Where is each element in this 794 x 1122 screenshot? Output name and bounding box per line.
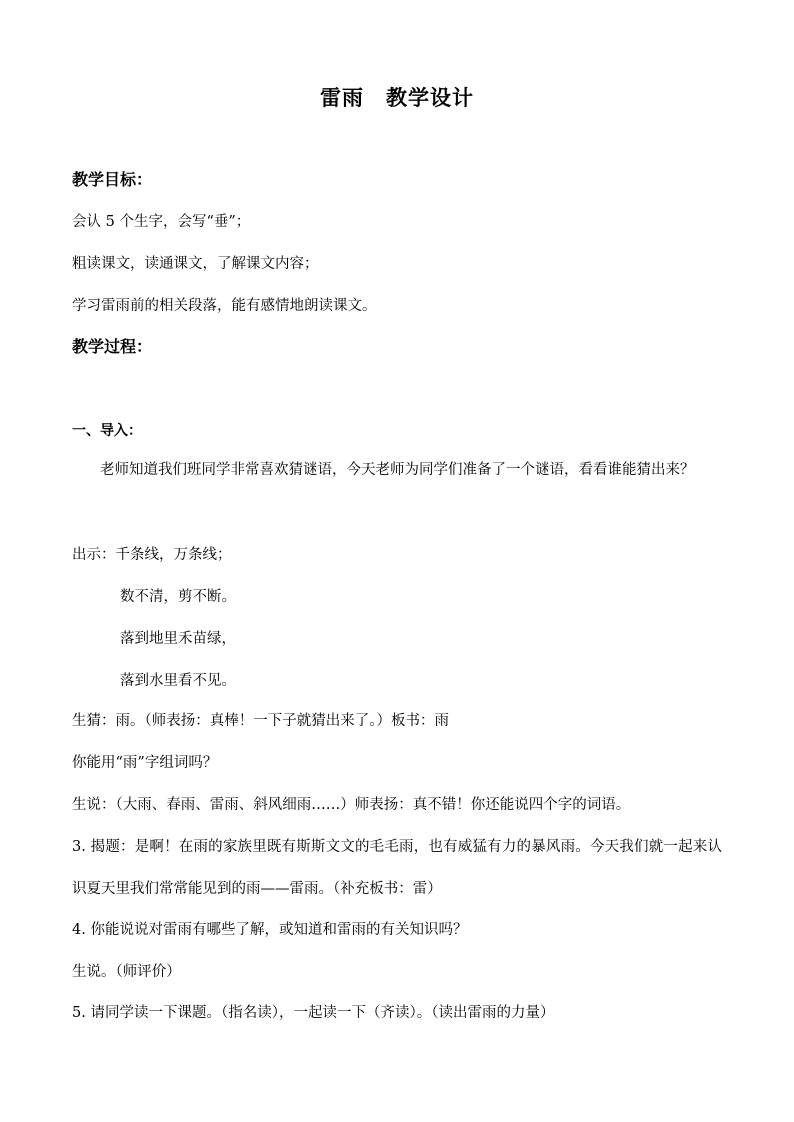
section-1-heading: 一、导入： bbox=[72, 423, 142, 439]
step-3-paragraph: 3. 揭题：是啊！在雨的家族里既有斯斯文文的毛毛雨，也有威猛有力的暴风雨。今天我们就一起来认识夏天里我们常常能见到的雨——雷雨。（补充板书：雷） bbox=[72, 839, 722, 897]
step-4-line: 4. 你能说说对雷雨有哪些了解，或知道和雷雨的有关知识吗？ bbox=[72, 922, 468, 938]
objective-item-2: 粗读课文，读通课文，了解课文内容； bbox=[72, 256, 319, 272]
step-4-response-line: 生说。（师评价） bbox=[72, 964, 181, 980]
objective-item-1: 会认 5 个生字，会写“垂”； bbox=[72, 214, 251, 230]
step-5-line: 5. 请同学读一下课题。（指名读），一起读一下（齐读）。（读出雷雨的力量） bbox=[72, 1005, 555, 1021]
riddle-line-3: 落到地里禾苗绿， bbox=[120, 631, 236, 647]
objectives-heading: 教学目标： bbox=[72, 170, 153, 189]
process-heading: 教学过程： bbox=[72, 337, 153, 356]
riddle-line-4: 落到水里看不见。 bbox=[120, 673, 236, 689]
response-line: 生说：（大雨、春雨、雷雨、斜风细雨……）师表扬：真不错！你还能说四个字的词语。 bbox=[72, 797, 631, 813]
question-line: 你能用“雨”字组词吗？ bbox=[72, 755, 218, 771]
page-title: 雷雨 教学设计 bbox=[320, 86, 474, 110]
intro-paragraph: 老师知道我们班同学非常喜欢猜谜语，今天老师为同学们准备了一个谜语，看看谁能猜出来？ bbox=[100, 462, 695, 478]
answer-line: 生猜：雨。（师表扬：真棒！一下子就猜出来了。）板书：雨 bbox=[72, 713, 449, 729]
objective-item-3: 学习雷雨前的相关段落，能有感情地朗读课文。 bbox=[72, 298, 377, 314]
riddle-line-1: 出示：千条线，万条线； bbox=[72, 547, 232, 563]
riddle-line-2: 数不清，剪不断。 bbox=[120, 589, 236, 605]
